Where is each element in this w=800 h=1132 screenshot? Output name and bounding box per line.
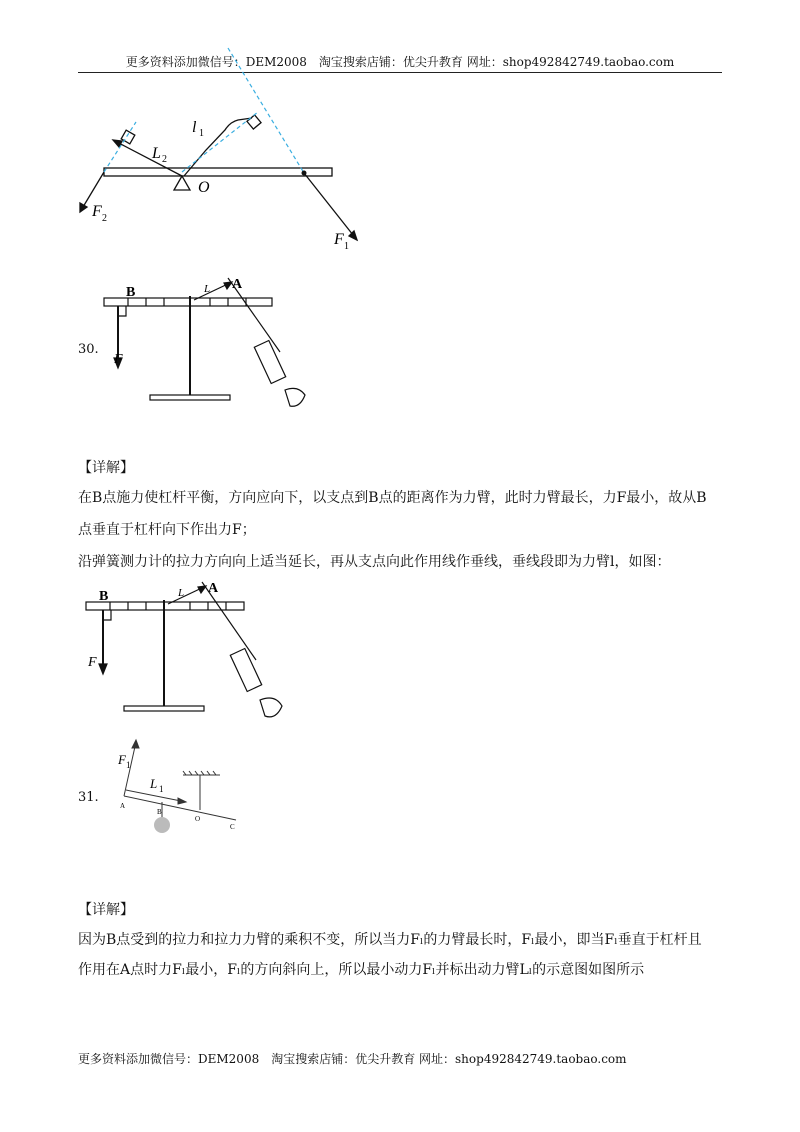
svg-text:2: 2 [162, 154, 167, 165]
svg-text:B: B [126, 285, 136, 300]
lever-diagram-answer-30 [0, 578, 800, 728]
detail1-line2: 点垂直于杠杆向下作出力F； [78, 522, 256, 538]
svg-text:A: A [208, 581, 219, 596]
F2-label: F [92, 203, 102, 220]
detail2-line1: 因为B点受到的拉力和拉力力臂的乘积不变，所以当力Fₗ的力臂最长时，Fₗ最小，即当Fₗ垂直于杠杆且 [78, 932, 702, 948]
svg-text:1: 1 [199, 128, 204, 139]
O-label: O [198, 179, 210, 196]
svg-text:F: F [118, 752, 126, 767]
F1-label: F [334, 231, 344, 248]
page-header: 更多资料添加微信号：DEM2008 淘宝搜索店铺：优尖升教育 网址：shop492842749.taobao.com [78, 52, 722, 73]
svg-text:C: C [230, 823, 235, 831]
svg-text:A: A [232, 277, 243, 292]
l1-label: l [192, 119, 197, 136]
svg-text:L: L [204, 283, 211, 295]
question-number-31: 31. [78, 790, 99, 805]
svg-text:O: O [195, 815, 201, 823]
page-footer: 更多资料添加微信号：DEM2008 淘宝搜索店铺：优尖升教育 网址：shop492842749.taobao.com [78, 1052, 627, 1066]
detail-label-1: 【详解】 [78, 460, 134, 476]
question-number-30: 30. [78, 342, 99, 357]
svg-text:1: 1 [126, 760, 131, 770]
svg-text:F: F [114, 352, 123, 367]
detail1-line3: 沿弹簧测力计的拉力方向向上适当延长，再从支点向此作用线作垂线，垂线段即为力臂l，如图： [78, 554, 671, 570]
svg-text:2: 2 [102, 213, 107, 224]
svg-text:F: F [88, 655, 97, 670]
svg-text:B: B [157, 808, 162, 816]
lever-bar [104, 168, 332, 176]
lever-diagram-31 [0, 728, 800, 848]
fulcrum [174, 176, 190, 190]
detail1-line1: 在B点施力使杠杆平衡，方向应向下，以支点到B点的距离作为力臂，此时力臂最长，力F最小，故从B [78, 490, 707, 506]
detail-label-2: 【详解】 [78, 902, 134, 918]
detail2-line2: 作用在A点时力Fₗ最小，Fₗ的方向斜向上，所以最小动力Fₗ并标出动力臂Lₗ的示意图如图所示 [78, 962, 645, 978]
svg-text:L: L [150, 776, 158, 791]
svg-text:1: 1 [344, 241, 349, 252]
svg-text:L: L [178, 587, 185, 599]
lever-diagram-1 [0, 0, 800, 260]
svg-text:1: 1 [159, 784, 164, 794]
svg-text:B: B [99, 589, 109, 604]
lever-diagram-30 [0, 270, 800, 420]
svg-text:A: A [120, 802, 126, 810]
L2-label: L [152, 145, 161, 162]
